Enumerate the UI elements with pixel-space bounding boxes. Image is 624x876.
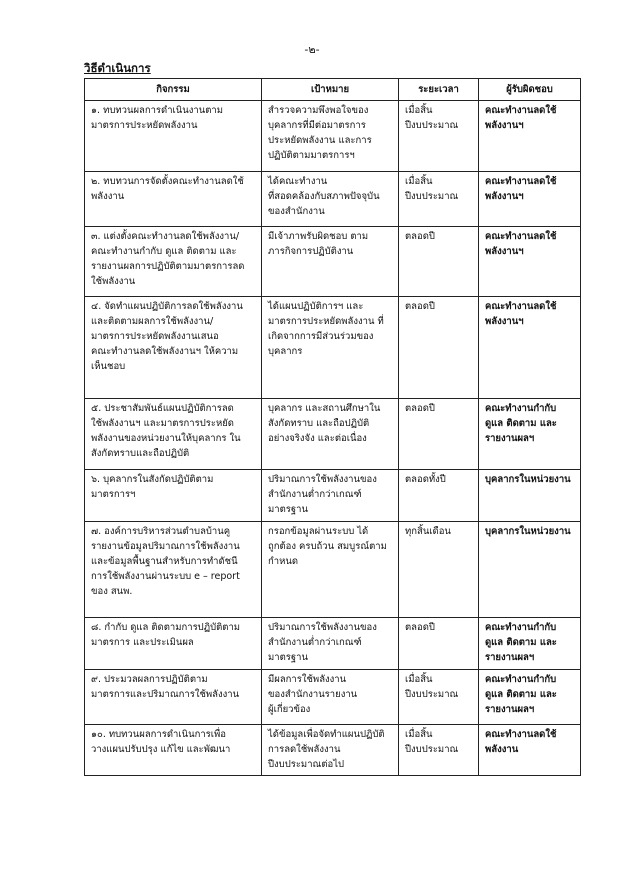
table-row: [85, 618, 581, 670]
cell-text-line: คณะทำงานลดใช้พลังงานฯ ให้ความ: [91, 346, 239, 357]
cell-text-line: บุคลากรในหน่วยงาน: [485, 526, 571, 537]
cell-text-line: ๑๐. ทบทวนผลการดำเนินการเพื่อ: [91, 729, 226, 740]
cell-text-line: ได้คณะทำงาน: [268, 176, 328, 187]
responsible-cell: [479, 297, 581, 399]
cell-text-line: ตลอดปี: [405, 301, 435, 312]
activity-cell: [85, 297, 262, 399]
cell-text-line: ภารกิจการปฏิบัติงาน: [268, 246, 354, 257]
cell-text-line: กรอกข้อมูลผ่านระบบ ได้: [268, 526, 369, 537]
cell-text-line: สำนักงานต่ำกว่าเกณฑ์: [268, 637, 362, 648]
cell-text-line: รายงานข้อมูลปริมาณการใช้พลังงาน: [91, 541, 240, 552]
header-period: ระยะเวลา: [399, 79, 479, 101]
cell-text-line: มาตรการประหยัดพลังงาน: [91, 120, 198, 131]
cell-text-line: บุคลากร และสถานศึกษาใน: [268, 403, 381, 414]
cell-text-line: มาตรการประหยัดพลังงาน ที่: [268, 316, 384, 327]
activity-cell: [85, 172, 262, 227]
table-row: [85, 725, 581, 776]
activity-cell: [85, 522, 262, 618]
cell-text-line: มาตรการและปริมาณการใช้พลังงาน: [91, 689, 240, 700]
cell-text-line: ปีงบประมาณ: [405, 191, 459, 202]
responsible-cell: [479, 227, 581, 297]
plan-table: [84, 78, 581, 776]
period-cell: [399, 670, 479, 725]
cell-text-line: การใช้พลังงานผ่านระบบ e – report: [91, 571, 240, 582]
cell-text-line: บุคลากรที่มีต่อมาตรการ: [268, 120, 366, 131]
goal-cell: [262, 670, 399, 725]
cell-text-line: คณะทำงานกำกับ: [485, 622, 557, 633]
cell-text-line: ของสำนักงานรายงาน: [268, 689, 358, 700]
activity-cell: [85, 470, 262, 522]
table-row: [85, 172, 581, 227]
cell-text-line: ๙. ประมวลผลการปฏิบัติตาม: [91, 674, 208, 685]
cell-text-line: สำนักงานต่ำกว่าเกณฑ์: [268, 489, 362, 500]
cell-text-line: เมื่อสิ้น: [405, 729, 433, 740]
cell-text-line: ปีงบประมาณ: [405, 744, 459, 755]
cell-text-line: สังกัดทราบและถือปฏิบัติ: [91, 448, 190, 459]
goal-cell: [262, 227, 399, 297]
activity-cell: [85, 618, 262, 670]
cell-text-line: เห็นชอบ: [91, 361, 126, 372]
cell-text-line: ตลอดปี: [405, 622, 435, 633]
cell-text-line: ของสำนักงาน: [268, 206, 325, 217]
cell-text-line: พลังงาน: [91, 191, 125, 202]
cell-text-line: เมื่อสิ้น: [405, 105, 433, 116]
cell-text-line: ๔. จัดทำแผนปฏิบัติการลดใช้พลังงาน: [91, 301, 243, 312]
cell-text-line: มีเจ้าภาพรับผิดชอบ ตาม: [268, 231, 369, 242]
cell-text-line: รายงานผลการปฏิบัติตามมาตรการลด: [91, 261, 245, 272]
cell-text-line: เมื่อสิ้น: [405, 176, 433, 187]
cell-text-line: มีผลการใช้พลังงาน: [268, 674, 347, 685]
cell-text-line: ประหยัดพลังงาน และการ: [268, 135, 372, 146]
cell-text-line: ที่สอดคล้องกับสภาพปัจจุบัน: [268, 191, 380, 202]
cell-text-line: มาตรฐาน: [268, 652, 308, 663]
cell-text-line: ตลอดทั้งปี: [405, 474, 446, 485]
cell-text-line: ปริมาณการใช้พลังงานของ: [268, 474, 377, 485]
cell-text-line: ถูกต้อง ครบถ้วน สมบูรณ์ตาม: [268, 541, 387, 552]
cell-text-line: ของ สนพ.: [91, 586, 133, 597]
cell-text-line: ตลอดปี: [405, 231, 435, 242]
cell-text-line: พลังงานฯ: [485, 191, 524, 202]
activity-cell: [85, 725, 262, 776]
cell-text-line: ๑. ทบทวนผลการดำเนินงานตาม: [91, 105, 224, 116]
table-row: [85, 470, 581, 522]
goal-cell: [262, 618, 399, 670]
header-responsible: ผู้รับผิดชอบ: [479, 79, 581, 101]
table-row: [85, 522, 581, 618]
cell-text-line: ตลอดปี: [405, 403, 435, 414]
cell-text-line: ๓. แต่งตั้งคณะทำงานลดใช้พลังงาน/: [91, 231, 240, 242]
goal-cell: [262, 725, 399, 776]
cell-text-line: ได้แผนปฏิบัติการฯ และ: [268, 301, 364, 312]
header-goal: เป้าหมาย: [262, 79, 399, 101]
cell-text-line: ๘. กำกับ ดูแล ติดตามการปฏิบัติตาม: [91, 622, 241, 633]
cell-text-line: ปีงบประมาณ: [405, 120, 459, 131]
period-cell: [399, 101, 479, 172]
cell-text-line: สำรวจความพึงพอใจของ: [268, 105, 369, 116]
cell-text-line: ดูแล ติดตาม และ: [485, 637, 557, 648]
cell-text-line: ผู้เกี่ยวข้อง: [268, 704, 311, 715]
cell-text-line: ปีงบประมาณต่อไป: [268, 759, 345, 770]
period-cell: [399, 227, 479, 297]
goal-cell: [262, 297, 399, 399]
cell-text-line: ปฏิบัติตามมาตรการฯ: [268, 150, 355, 161]
cell-text-line: กำหนด: [268, 556, 299, 567]
cell-text-line: เมื่อสิ้น: [405, 674, 433, 685]
cell-text-line: พลังงานของหน่วยงานให้บุคลากร ใน: [91, 433, 241, 444]
page-number: -๒-: [304, 43, 320, 56]
cell-text-line: คณะทำงานกำกับ: [485, 674, 557, 685]
cell-text-line: อย่างจริงจัง และต่อเนื่อง: [268, 433, 367, 444]
activity-cell: [85, 670, 262, 725]
cell-text-line: พลังงานฯ: [485, 246, 524, 257]
cell-text-line: คณะทำงานลดใช้: [485, 105, 557, 116]
cell-text-line: รายงานผลฯ: [485, 652, 535, 663]
cell-text-line: สังกัดทราบ และถือปฏิบัติ: [268, 418, 370, 429]
period-cell: [399, 399, 479, 470]
table-row: [85, 227, 581, 297]
cell-text-line: มาตรการประหยัดพลังงานเสนอ: [91, 331, 219, 342]
cell-text-line: คณะทำงานลดใช้: [485, 301, 557, 312]
cell-text-line: คณะทำงานลดใช้: [485, 729, 557, 740]
cell-text-line: ๗. องค์การบริหารส่วนตำบลบ้านคู: [91, 526, 231, 537]
cell-text-line: พลังงาน: [485, 744, 519, 755]
cell-text-line: ปริมาณการใช้พลังงานของ: [268, 622, 377, 633]
responsible-cell: [479, 618, 581, 670]
cell-text-line: เกิดจากการมีส่วนร่วมของ: [268, 331, 374, 342]
cell-text-line: ใช้พลังงานฯ และมาตรการประหยัด: [91, 418, 234, 429]
table-header-row: [85, 79, 581, 101]
responsible-cell: [479, 522, 581, 618]
cell-text-line: พลังงานฯ: [485, 120, 524, 131]
cell-text-line: มาตรการฯ: [91, 489, 136, 500]
cell-text-line: การลดใช้พลังงาน: [268, 744, 341, 755]
table-row: [85, 101, 581, 172]
cell-text-line: ดูแล ติดตาม และ: [485, 689, 557, 700]
goal-cell: [262, 172, 399, 227]
header-activity: กิจกรรม: [85, 79, 262, 101]
table-row: [85, 399, 581, 470]
goal-cell: [262, 522, 399, 618]
period-cell: [399, 618, 479, 670]
period-cell: [399, 172, 479, 227]
responsible-cell: [479, 399, 581, 470]
cell-text-line: มาตรฐาน: [268, 504, 308, 515]
cell-text-line: พลังงานฯ: [485, 316, 524, 327]
cell-text-line: มาตรการ และประเมินผล: [91, 637, 194, 648]
cell-text-line: และข้อมูลพื้นฐานสำหรับการทำดัชนี: [91, 556, 238, 567]
period-cell: [399, 522, 479, 618]
cell-text-line: คณะทำงานกำกับ ดูแล ติดตาม และ: [91, 246, 237, 257]
cell-text-line: ทุกสิ้นเดือน: [405, 526, 451, 537]
activity-cell: [85, 227, 262, 297]
period-cell: [399, 725, 479, 776]
responsible-cell: [479, 725, 581, 776]
cell-text-line: บุคลากรในหน่วยงาน: [485, 474, 571, 485]
responsible-cell: [479, 172, 581, 227]
goal-cell: [262, 470, 399, 522]
cell-text-line: ดูแล ติดตาม และ: [485, 418, 557, 429]
cell-text-line: ปีงบประมาณ: [405, 689, 459, 700]
cell-text-line: วางแผนปรับปรุง แก้ไข และพัฒนา: [91, 744, 231, 755]
section-title: วิธีดำเนินการ: [84, 61, 151, 75]
goal-cell: [262, 399, 399, 470]
cell-text-line: คณะทำงานกำกับ: [485, 403, 557, 414]
cell-text-line: คณะทำงานลดใช้: [485, 176, 557, 187]
cell-text-line: ๖. บุคลากรในสังกัดปฏิบัติตาม: [91, 474, 214, 485]
cell-text-line: คณะทำงานลดใช้: [485, 231, 557, 242]
cell-text-line: รายงานผลฯ: [485, 704, 535, 715]
responsible-cell: [479, 101, 581, 172]
cell-text-line: ๕. ประชาสัมพันธ์แผนปฏิบัติการลด: [91, 403, 234, 414]
goal-cell: [262, 101, 399, 172]
cell-text-line: ได้ข้อมูลเพื่อจัดทำแผนปฏิบัติ: [268, 729, 385, 740]
period-cell: [399, 470, 479, 522]
cell-text-line: รายงานผลฯ: [485, 433, 535, 444]
period-cell: [399, 297, 479, 399]
activity-cell: [85, 399, 262, 470]
cell-text-line: ๒. ทบทวนการจัดตั้งคณะทำงานลดใช้: [91, 176, 244, 187]
cell-text-line: บุคลากร: [268, 346, 303, 357]
activity-cell: [85, 101, 262, 172]
table-row: [85, 670, 581, 725]
table-row: [85, 297, 581, 399]
cell-text-line: และติดตามผลการใช้พลังงาน/: [91, 316, 214, 327]
responsible-cell: [479, 670, 581, 725]
cell-text-line: ใช้พลังงาน: [91, 276, 136, 287]
responsible-cell: [479, 470, 581, 522]
